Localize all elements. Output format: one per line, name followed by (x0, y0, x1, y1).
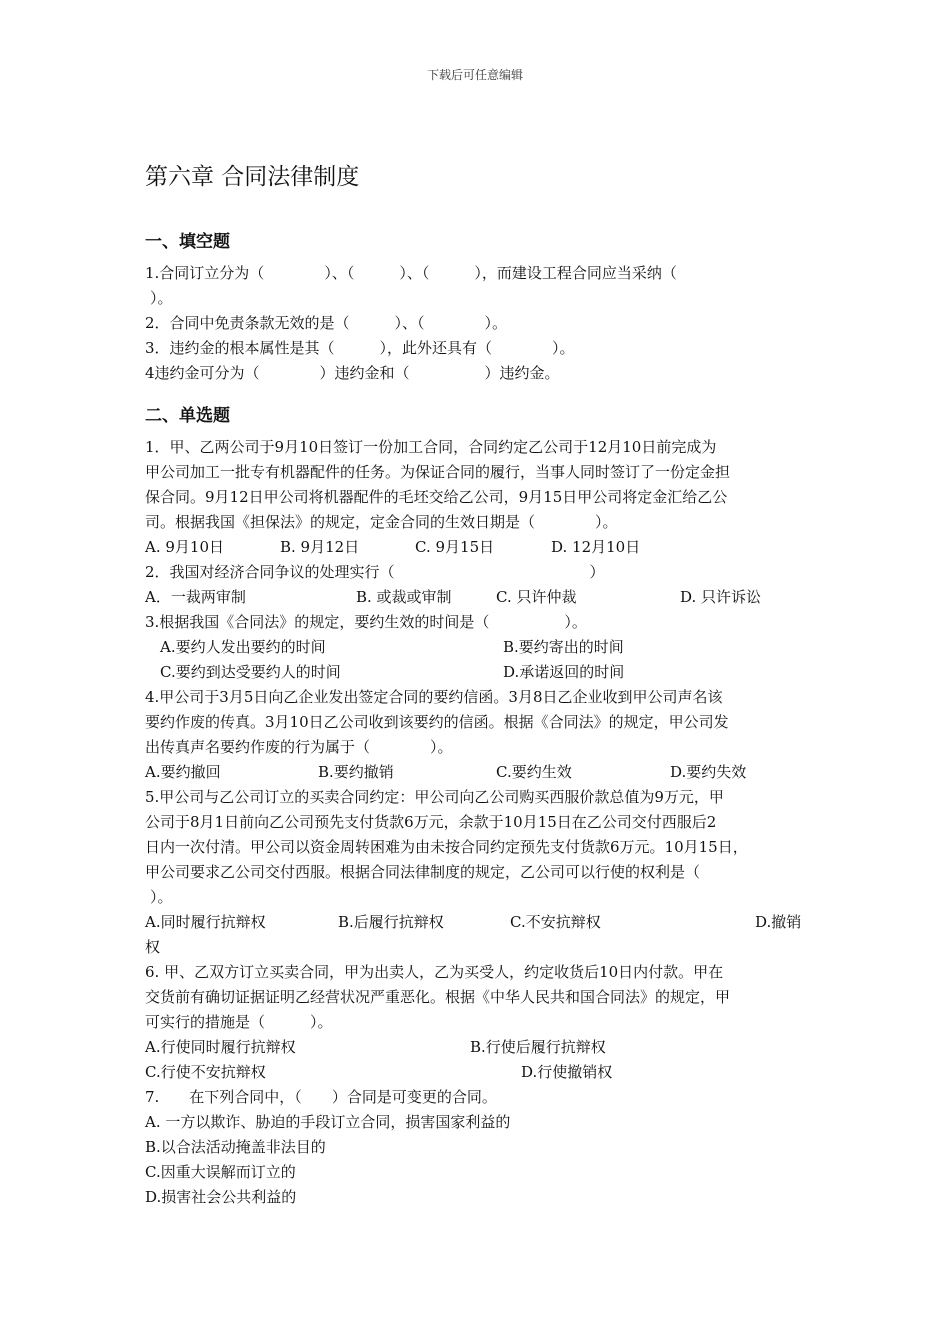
mc-q2-option-a: A．一裁两审制 (145, 588, 246, 606)
mc-q1-option-c: C. 9月15日 (415, 538, 495, 556)
mc-q7-option-b: B.以合法活动掩盖非法目的 (145, 1138, 326, 1156)
mc-q5-line: 甲公司要求乙公司交付西服。根据合同法律制度的规定，乙公司可以行使的权利是（ (145, 863, 701, 881)
mc-q5-line: 日内一次付清。甲公司以资金周转困难为由未按合同约定预先支付货款6万元。10月15日， (145, 838, 748, 856)
section-heading-single-choice: 二、单选题 (145, 406, 230, 426)
page-header: 下载后可任意编辑 (426, 68, 523, 82)
chapter-title: 第六章 合同法律制度 (145, 164, 360, 190)
section-heading-fill-blank: 一、填空题 (145, 232, 230, 252)
fill-q4: 4违约金可分为（ ）违约金和（ ）违约金。 (145, 364, 560, 382)
mc-q1-line: 1．甲、乙两公司于9月10日签订一份加工合同，合同约定乙公司于12月10日前完成为 (145, 438, 717, 456)
mc-q6-line: 交货前有确切证据证明乙经营状况严重恶化。根据《中华人民共和国合同法》的规定，甲 (145, 988, 731, 1006)
mc-q5-line: ）。 (150, 888, 173, 906)
mc-q1-line: 保合同。9月12日甲公司将机器配件的毛坯交给乙公司，9月15日甲公司将定金汇给乙公 (145, 488, 728, 506)
mc-q3-option-d: D.承诺返回的时间 (503, 663, 625, 681)
mc-q4-option-a: A.要约撤回 (145, 763, 221, 781)
mc-q7-option-a: A. 一方以欺诈、胁迫的手段订立合同，损害国家利益的 (145, 1113, 511, 1131)
mc-q3-option-b: B.要约寄出的时间 (503, 638, 624, 656)
mc-q7-stem: 7. 在下列合同中，（ ）合同是可变更的合同。 (145, 1088, 497, 1106)
mc-q3-option-a: A.要约人发出要约的时间 (160, 638, 326, 656)
mc-q4-option-b: B.要约撤销 (318, 763, 394, 781)
mc-q3-option-c: C.要约到达受要约人的时间 (160, 663, 341, 681)
mc-q6-option-b: B.行使后履行抗辩权 (470, 1038, 606, 1056)
fill-q3: 3．违约金的根本属性是其（ ），此外还具有（ ）。 (145, 339, 575, 357)
mc-q4-line: 4.甲公司于3月5日向乙企业发出签定合同的要约信函。3月8日乙企业收到甲公司声名该 (145, 688, 723, 706)
mc-q7-option-d: D.损害社会公共利益的 (145, 1188, 297, 1206)
mc-q2-stem: 2．我国对经济合同争议的处理实行（ ） (145, 563, 605, 581)
mc-q5-line: 公司于8月1日前向乙公司预先支付货款6万元，余款于10月15日在乙公司交付西服后2 (145, 813, 717, 831)
mc-q5-option-d: D.撤销 (755, 913, 802, 931)
fill-q1-line2: ）。 (150, 289, 173, 307)
mc-q4-option-c: C.要约生效 (496, 763, 572, 781)
mc-q2-option-c: C. 只许仲裁 (496, 588, 577, 606)
mc-q1-line: 甲公司加工一批专有机器配件的任务。为保证合同的履行，当事人同时签订了一份定金担 (145, 463, 731, 481)
mc-q5-option-b: B.后履行抗辩权 (338, 913, 444, 931)
mc-q6-option-c: C.行使不安抗辩权 (145, 1063, 266, 1081)
mc-q4-line: 出传真声名要约作废的行为属于（ ）。 (145, 738, 453, 756)
mc-q2-option-b: B. 或裁或审制 (356, 588, 452, 606)
mc-q4-option-d: D.要约失效 (670, 763, 747, 781)
fill-q2: 2．合同中免责条款无效的是（ ）、（ ）。 (145, 314, 508, 332)
mc-q6-line: 6. 甲、乙双方订立买卖合同，甲为出卖人，乙为买受人，约定收货后10日内付款。甲在 (145, 963, 724, 981)
mc-q5-option-c: C.不安抗辩权 (510, 913, 601, 931)
mc-q2-option-d: D. 只许诉讼 (680, 588, 762, 606)
mc-q6-line: 可实行的措施是（ ）。 (145, 1013, 333, 1031)
mc-q1-line: 司。根据我国《担保法》的规定，定金合同的生效日期是（ ）。 (145, 513, 618, 531)
mc-q6-option-a: A.行使同时履行抗辩权 (145, 1038, 296, 1056)
mc-q5-line: 5.甲公司与乙公司订立的买卖合同约定：甲公司向乙公司购买西服价款总值为9万元，甲 (145, 788, 724, 806)
fill-q1-line1: 1.合同订立分为（ ）、（ ）、（ ），而建设工程合同应当采纳（ (145, 264, 677, 282)
mc-q4-line: 要约作废的传真。3月10日乙公司收到该要约的信函。根据《合同法》的规定，甲公司发 (145, 713, 729, 731)
mc-q3-stem: 3.根据我国《合同法》的规定，要约生效的时间是（ ）。 (145, 613, 587, 631)
mc-q5-option-a: A.同时履行抗辩权 (145, 913, 266, 931)
mc-q1-option-d: D. 12月10日 (551, 538, 641, 556)
mc-q1-option-a: A. 9月10日 (145, 538, 224, 556)
mc-q5-option-d-wrap: 权 (145, 938, 161, 956)
mc-q7-option-c: C.因重大误解而订立的 (145, 1163, 296, 1181)
mc-q6-option-d: D.行使撤销权 (521, 1063, 613, 1081)
mc-q1-option-b: B. 9月12日 (280, 538, 360, 556)
